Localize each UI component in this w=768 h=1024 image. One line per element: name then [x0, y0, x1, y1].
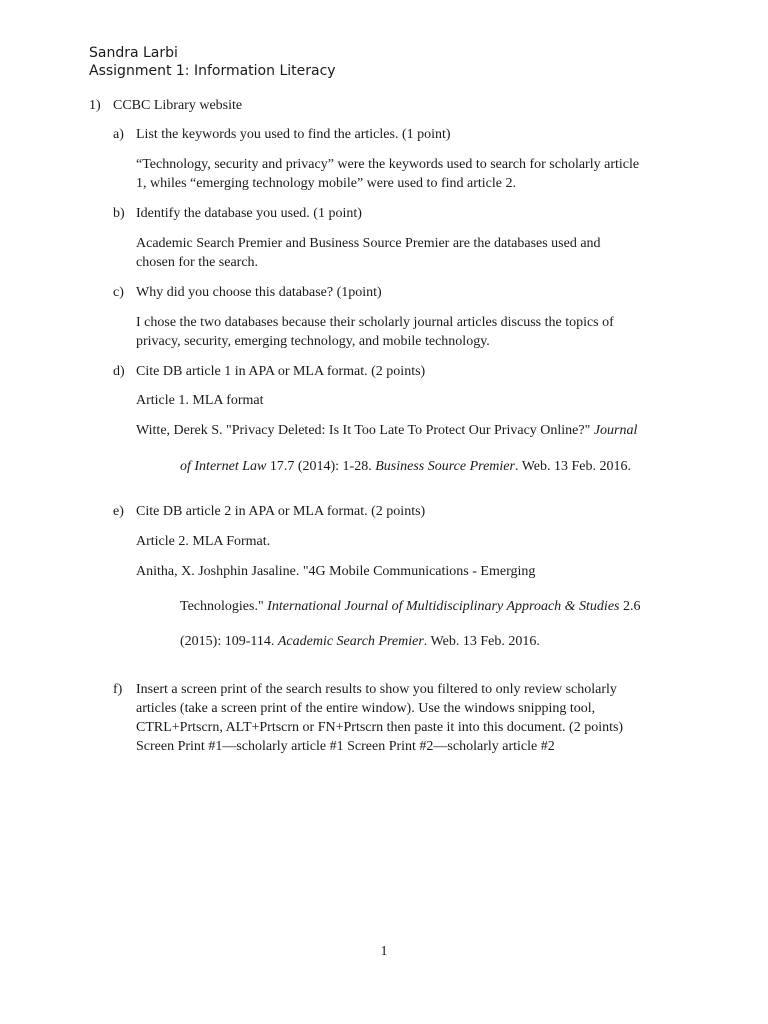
item-d-question: Cite DB article 1 in APA or MLA format. (2 points) — [136, 364, 426, 379]
item-e-citation-line1: Anitha, X. Joshphin Jasaline. "4G Mobile Communications - Emerging — [136, 564, 536, 579]
item-e-question: Cite DB article 2 in APA or MLA format. (2 points) — [136, 504, 426, 519]
item-c-marker: c) — [113, 285, 124, 300]
item-b-question: Identify the database you used. (1 point) — [136, 206, 362, 221]
item-e-marker: e) — [113, 504, 124, 519]
section-number: 1) — [89, 98, 101, 113]
item-c-answer-line2: privacy, security, emerging technology, and mobile technology. — [136, 334, 490, 349]
item-a-answer-line1: “Technology, security and privacy” were the keywords used to search for scholarly article — [136, 157, 640, 172]
citation-authors-title: Witte, Derek S. "Privacy Deleted: Is It Too Late To Protect Our Privacy Online?" — [136, 423, 594, 438]
citation-journal: Journal — [593, 423, 638, 438]
item-a-question: List the keywords you used to find the articles. (1 point) — [136, 127, 451, 142]
assignment-title: Assignment 1: Information Literacy — [89, 63, 336, 79]
item-a-answer-line2: 1, whiles “emerging technology mobile” were used to find article 2. — [136, 176, 516, 191]
author-name: Sandra Larbi — [89, 45, 178, 61]
item-f-line2: articles (take a screen print of the entire window). Use the windows snipping tool, — [136, 701, 596, 716]
item-d-marker: d) — [113, 364, 125, 379]
citation-title-end: Technologies." — [180, 599, 268, 614]
item-f-marker: f) — [113, 682, 123, 697]
item-d-label: Article 1. MLA format — [136, 393, 264, 408]
page-number: 1 — [380, 944, 388, 959]
citation-journal-cont: of Internet Law — [180, 459, 267, 474]
item-a-marker: a) — [113, 127, 124, 142]
citation-database: Academic Search Premier — [277, 634, 424, 649]
citation-volume: 2.6 — [619, 599, 641, 614]
item-d-citation-line2 — [180, 457, 631, 476]
item-b-marker: b) — [113, 206, 125, 221]
citation-pages: (2015): 109-114. — [180, 634, 278, 649]
item-b-answer-line2: chosen for the search. — [136, 255, 259, 270]
item-d-citation-line1 — [136, 421, 696, 440]
item-c-answer-line1: I chose the two databases because their scholarly journal articles discuss the topics of — [136, 315, 614, 330]
citation-access: . Web. 13 Feb. 2016. — [514, 459, 632, 474]
item-e-citation-line2 — [180, 597, 640, 616]
citation-volume: 17.7 (2014): 1-28. — [266, 459, 376, 474]
item-e-citation-line3 — [180, 632, 540, 651]
citation-access: . Web. 13 Feb. 2016. — [423, 634, 540, 649]
item-f-line3: CTRL+Prtscrn, ALT+Prtscrn or FN+Prtscrn then paste it into this document. (2 points) — [136, 720, 624, 735]
citation-database: Business Source Premier — [375, 459, 515, 474]
item-f-line4: Screen Print #1—scholarly article #1 Screen Print #2—scholarly article #2 — [136, 739, 555, 754]
item-b-answer-line1: Academic Search Premier and Business Source Premier are the databases used and — [136, 236, 601, 251]
section-title: CCBC Library website — [113, 98, 243, 113]
item-f-line1: Insert a screen print of the search results to show you filtered to only review scholarly — [136, 682, 617, 697]
item-c-question: Why did you choose this database? (1point) — [136, 285, 382, 300]
item-e-label: Article 2. MLA Format. — [136, 534, 271, 549]
citation-journal: International Journal of Multidisciplinary Approach & Studies — [267, 599, 620, 614]
